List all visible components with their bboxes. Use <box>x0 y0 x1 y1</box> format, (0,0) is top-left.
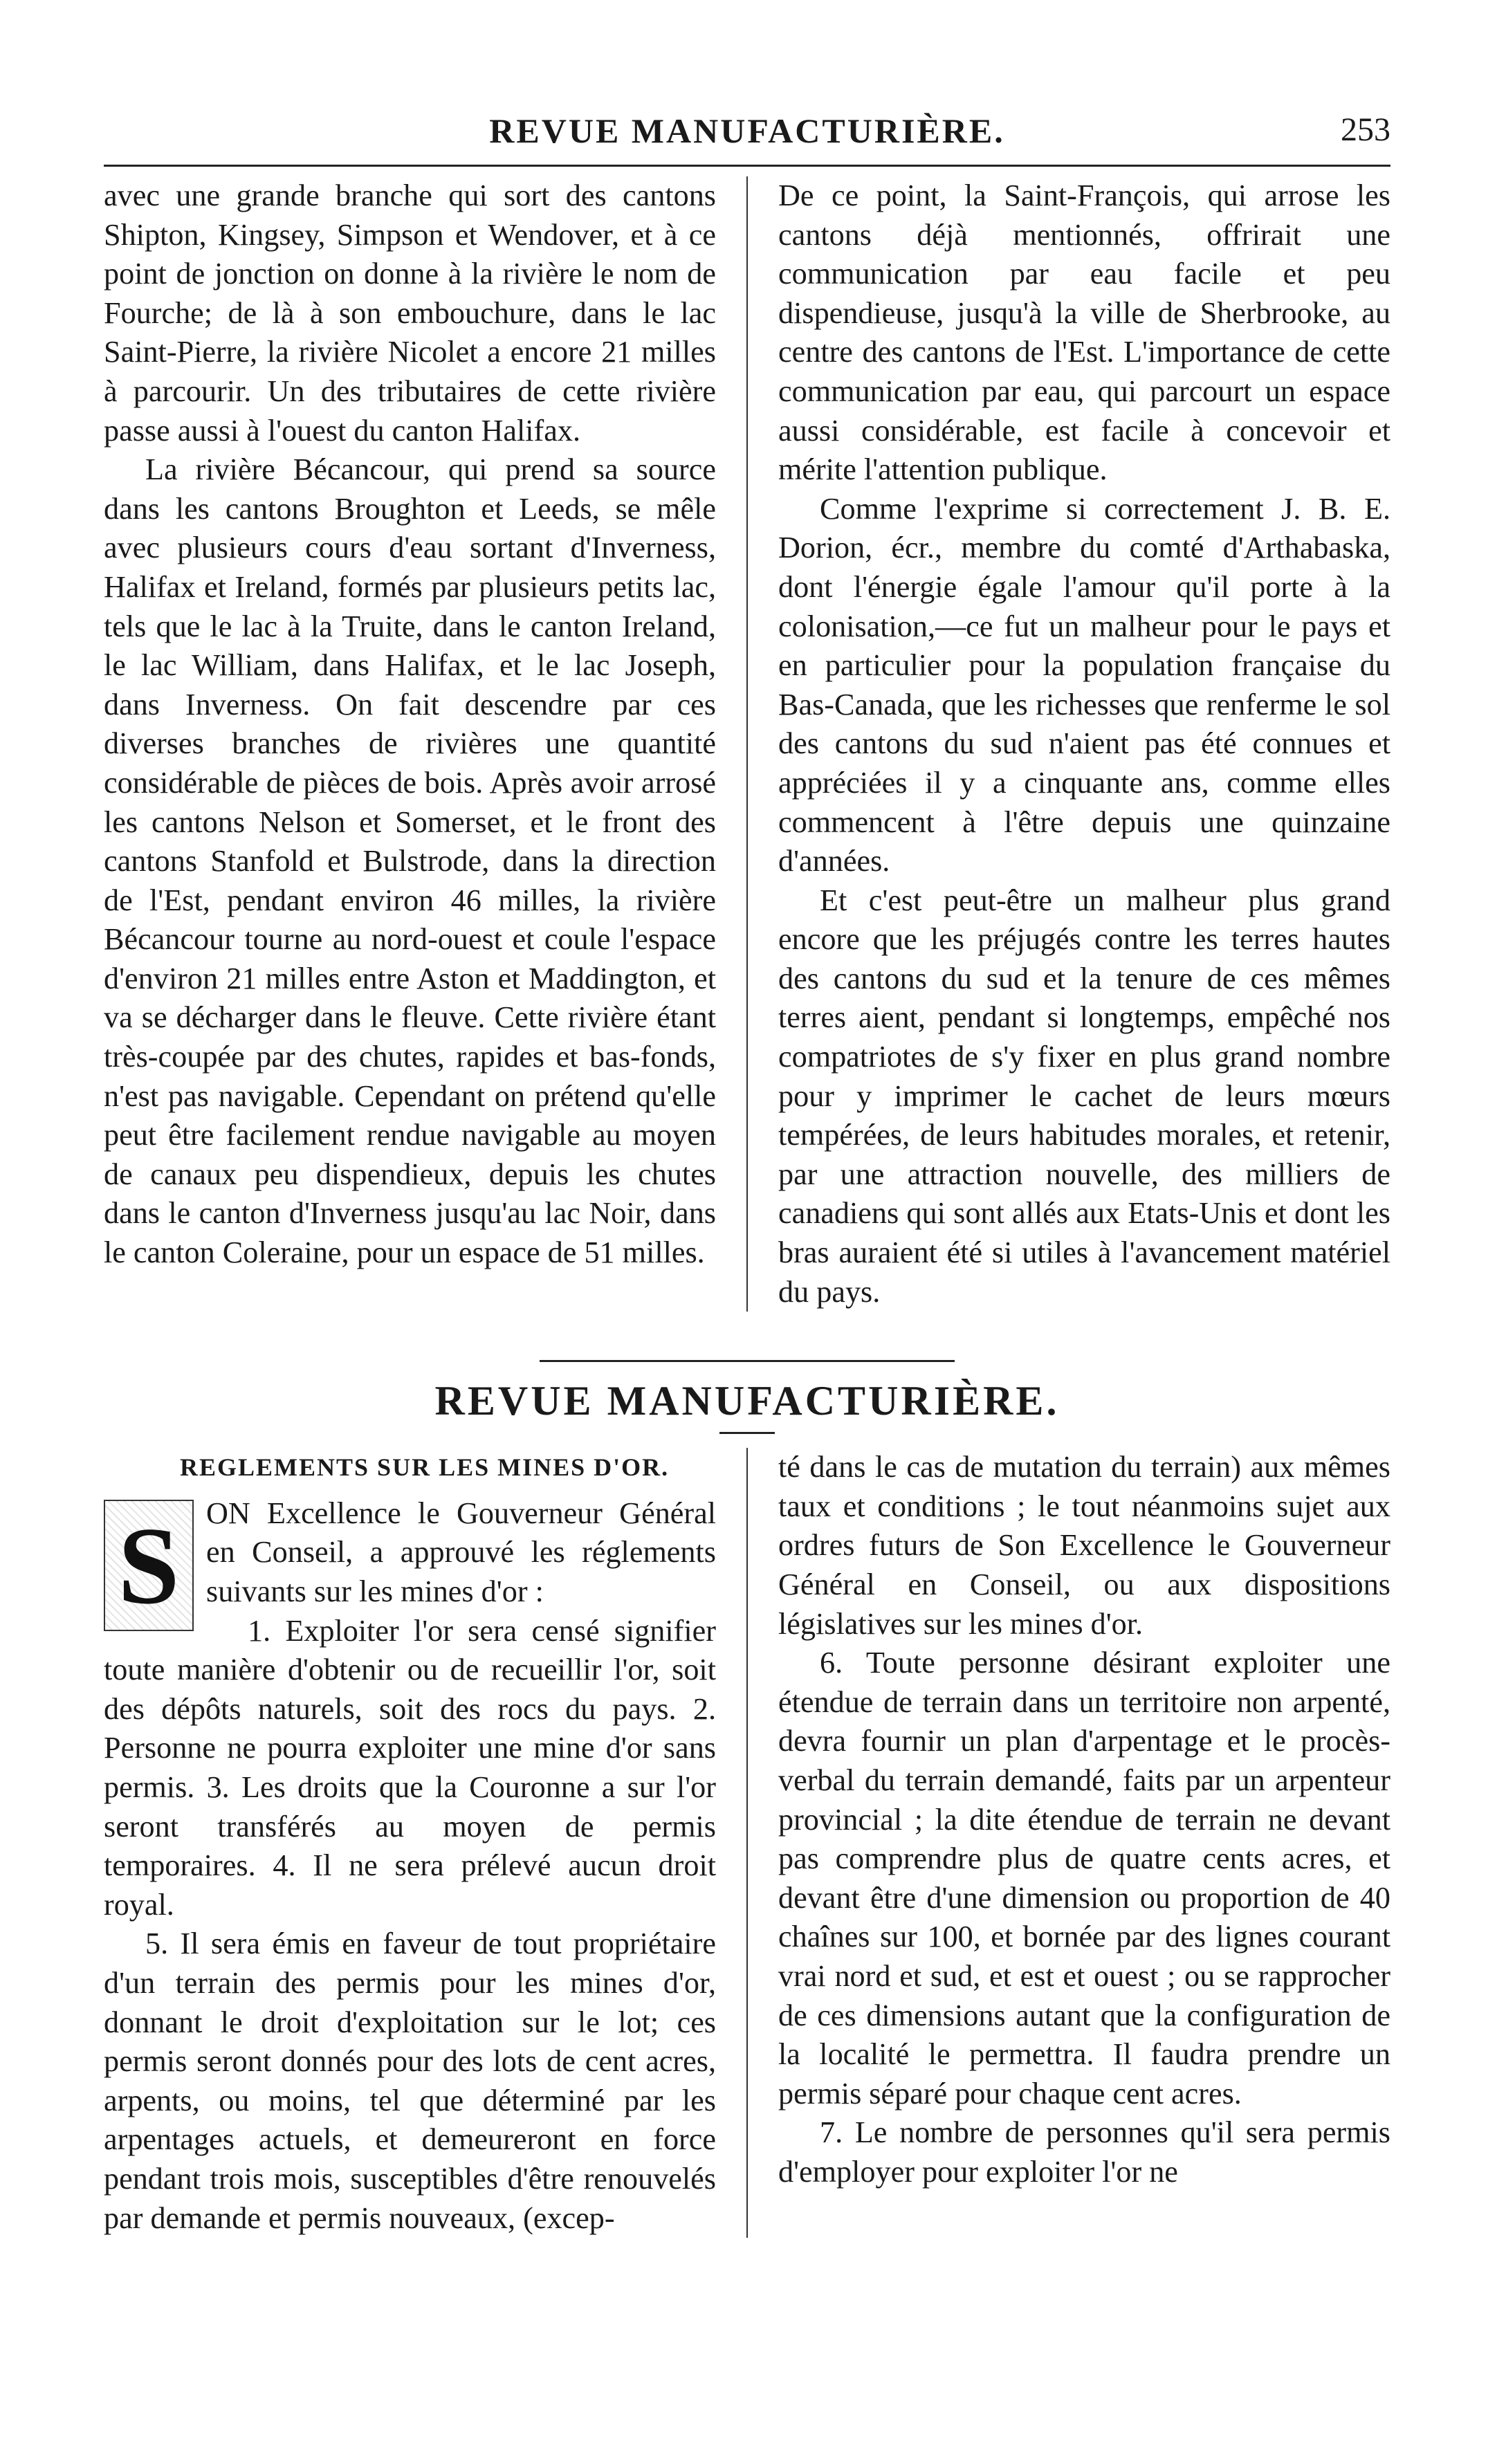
bottom-left-column <box>104 1448 716 2238</box>
paragraph: De ce point, la Saint-François, qui arrose les cantons déjà mentionnés, offrirait une communication par eau facile et peu dispendieuse, jusqu'à la ville de Sherbrooke, au centre des cantons de l'Est. L'importance de cette communication par eau, qui parcourt un espace aussi considérable, est facile à concevoir et mérite l'attention publique. <box>778 178 1390 487</box>
paragraph: Et c'est peut-être un malheur plus grand encore que les préjugés contre les terres hautes des cantons du sud et la tenure de ces mêmes terres aient, pendant si longtemps, empêché nos compatriotes de s'y fixer en plus grand nombre pour y imprimer le cachet de leurs mœurs tempérées, de leurs habitudes morales, et retenir, par une attraction nouvelle, des milliers de canadiens qui sont allés aux Etats-Unis et dont les bras auraient été si utiles à l'avancement matériel du pays. <box>778 883 1390 1309</box>
drop-cap-letter: S <box>118 1503 180 1627</box>
bottom-columns <box>104 1448 1390 2238</box>
paragraph: 7. Le nombre de personnes qu'il sera permis d'employer pour exploiter l'or ne <box>778 2115 1390 2189</box>
paragraph: té dans le cas de mutation du terrain) aux mêmes taux et conditions ; le tout néanmoins sujet aux ordres futurs de Son Excellence le Gouverneur Général en Conseil, ou aux dispositions législatives sur les mines d'or. <box>778 1450 1390 1641</box>
page-number: 253 <box>1341 111 1390 148</box>
ornamental-drop-cap <box>104 1500 194 1631</box>
top-right-column <box>778 176 1390 1312</box>
column-divider <box>746 176 748 1312</box>
header-rule <box>104 165 1390 167</box>
section-sub-rule <box>719 1432 775 1434</box>
paragraph: 1. Exploiter l'or sera censé signifier toute manière d'obtenir ou de recueillir l'or, soit des dépôts naturels, soit des rocs du pays. 2. Personne ne pourra exploiter une mine d'or sans permis. 3. Les droits que la Couronne a sur l'or seront transférés au moyen de permis temporaires. 4. Il ne sera prélevé aucun droit royal. <box>104 1613 716 1922</box>
article-subtitle: REGLEMENTS SUR LES MINES D'OR. <box>180 1453 670 1482</box>
paragraph: 5. Il sera émis en faveur de tout propriétaire d'un terrain des permis pour les mines d'or, donnant le droit d'exploitation sur le lot; ces permis seront donnés pour des lots de cent acres, arpents, ou moins, tel que déterminé par les arpentages actuels, et demeureront en force pendant trois mois, susceptibles d'être renouvelés par demande et permis nouveaux, (excep- <box>104 1927 716 2235</box>
section-title: REVUE MANUFACTURIÈRE. <box>434 1378 1060 1424</box>
section-rule <box>540 1360 955 1362</box>
paragraph: La rivière Bécancour, qui prend sa source dans les cantons Broughton et Leeds, se mêle avec plusieurs cours d'eau sortant d'Inverness, Halifax et Ireland, formés par plusieurs petits lac, tels que le lac à la Truite, dans le canton Ireland, le lac William, dans Halifax, et le lac Joseph, dans Inverness. On fait descendre par ces diverses branches de rivières une quantité considérable de pièces de bois. Après avoir arrosé les cantons Nelson et Somerset, et le front des cantons Stanfold et Bulstrode, dans la direction de l'Est, pendant environ 46 milles, la rivière Bécancour tourne au nord-ouest et coule l'espace d'environ 21 milles entre Aston et Maddington, et va se décharger dans le fleuve. Cette rivière étant très-coupée par des chutes, rapides et bas-fonds, n'est pas navigable. Cependant on prétend qu'elle peut être facilement rendue navigable au moyen de canaux peu dispendieux, depuis les chutes dans le canton d'Inverness jusqu'au lac Noir, dans le canton Coleraine, pour un espace de 51 milles. <box>104 452 716 1270</box>
paragraph: Comme l'exprime si correctement J. B. E. Dorion, écr., membre du comté d'Arthabaska, dont l'énergie égale l'amour qu'il porte à la colonisation,—ce fut un malheur pour le pays et en particulier pour la population française du Bas-Canada, que les richesses que renferme le sol des cantons du sud n'aient pas été connues et appréciées il y a cinquante ans, comme elles commencent à l'être depuis une quinzaine d'années. <box>778 491 1390 879</box>
paragraph: 6. Toute personne désirant exploiter une étendue de terrain dans un territoire non arpenté, devra fournir un plan d'arpentage et le procès-verbal du terrain demandé, faits par un arpenteur provincial ; la dite étendue de terrain ne devant pas comprendre plus de quatre cents acres, et devant être d'une dimension ou proportion de 40 chaînes sur 100, et bornée par des lignes courant vrai nord et sud, et est et ouest ; ou se rapprocher de ces dimensions autant que la configuration de la localité le permettra. Il faudra prendre un permis séparé pour chaque cent acres. <box>778 1646 1390 2111</box>
column-divider <box>746 1448 748 2238</box>
top-left-column <box>104 176 716 1312</box>
running-head <box>104 111 1390 159</box>
top-columns <box>104 176 1390 1312</box>
paragraph: ON Excellence le Gouverneur Général en Conseil, a approuvé les réglements suivants sur les mines d'or : <box>206 1496 716 1608</box>
paragraph: avec une grande branche qui sort des cantons Shipton, Kingsey, Simpson et Wendover, et à ce point de jonction on donne à la rivière le nom de Fourche; de là à son embouchure, dans le lac Saint-Pierre, la rivière Nicolet a encore 21 milles à parcourir. Un des tributaires de cette rivière passe aussi à l'ouest du canton Halifax. <box>104 178 716 448</box>
running-title: REVUE MANUFACTURIÈRE. <box>489 111 1005 150</box>
page <box>104 111 1390 2238</box>
bottom-right-column <box>778 1448 1390 2238</box>
